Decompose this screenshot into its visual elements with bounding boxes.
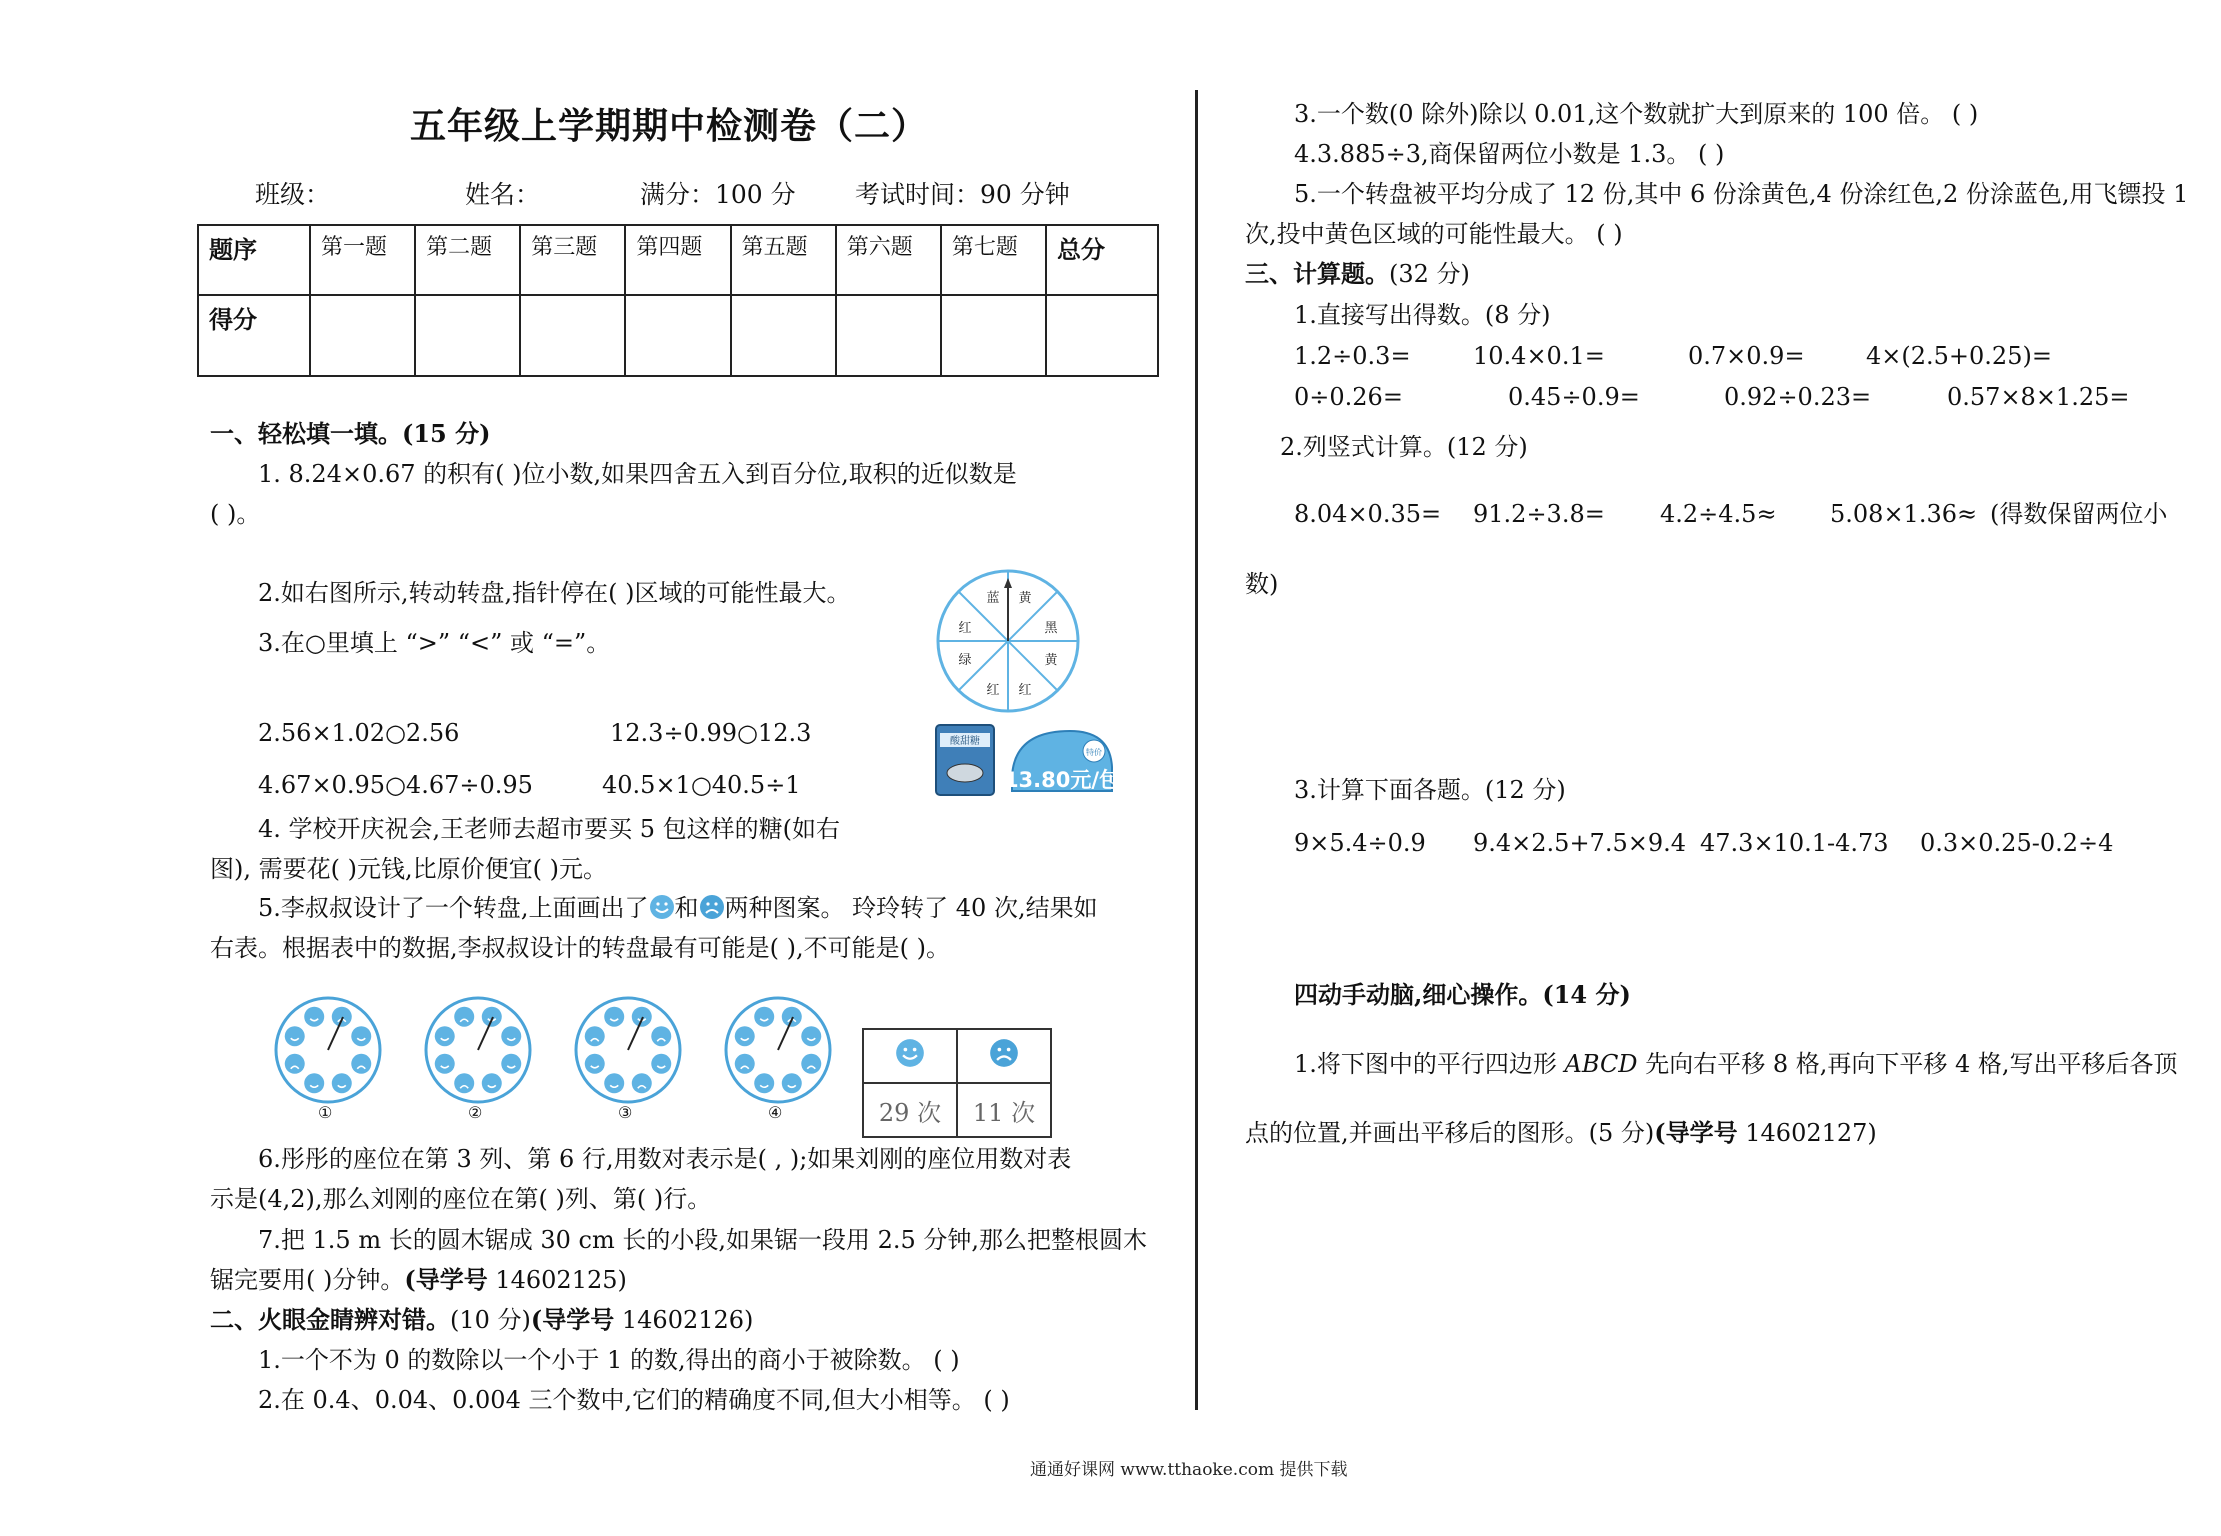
tally-count: 29 次 [863,1083,957,1137]
tally-icon-row [863,1029,1051,1083]
score-table [197,224,1159,377]
tf-item-3: 3.一个数(0 除外)除以 0.01,这个数就扩大到原来的 100 倍。 ( ) [1294,100,1979,128]
q4-line2: 图), 需要花( )元钱,比原价便宜( )元。 [210,855,607,883]
candy-tag: 特价 [1086,748,1102,757]
q1-line2: ( )。 [210,500,261,528]
calc-note-end: 数) [1245,570,1279,598]
section2-heading [210,1303,753,1337]
calc-item: 8.04×0.35= [1294,500,1442,528]
score-cell[interactable] [731,295,836,376]
cmp-4: 40.5×1○40.5÷1 [602,771,801,799]
section3-points: (32 分) [1389,260,1470,288]
score-cell[interactable] [520,295,625,376]
calc-sub2: 2.列竖式计算。(12 分) [1280,433,1528,461]
wheel-label: ④ [768,1103,783,1122]
q7-guide-label: (导学号 [404,1265,488,1294]
candy-package-image [930,715,1120,805]
table-header-cell: 总分 [1046,225,1158,295]
calc-item: 9×5.4÷0.9 [1294,829,1426,857]
footer-credit: 通通好课网 www.tthaoke.com 提供下载 [1030,1460,1348,1480]
q5-text-a: 5.李叔叔设计了一个转盘,上面画出了 [258,894,649,922]
q4-line1: 4. 学校开庆祝会,王老师去超市要买 5 包这样的糖(如右 [258,815,841,843]
candy-price: 13.80元/包 [1003,768,1120,792]
section2-points: (10 分) [450,1306,531,1334]
tally-count: 11 次 [957,1083,1051,1137]
page-title: 五年级上学期期中检测卷（二） [410,105,929,147]
score-cell[interactable] [310,295,415,376]
table-header-cell: 第七题 [941,225,1046,295]
table-header-cell: 第四题 [625,225,730,295]
sad-face-icon [699,894,725,922]
sector-label: 红 [1018,683,1032,698]
calc-note: (得数保留两位小 [1990,500,2168,528]
face-spinner-1 [273,995,383,1105]
section2-guide-number: 14602126) [614,1306,754,1334]
score-table-header-row [198,225,1158,295]
calc-item: 10.4×0.1= [1473,342,1605,370]
calc-item: 47.3×10.1-4.73 [1700,829,1889,857]
sector-label: 黄 [1044,653,1058,668]
calc-item: 0÷0.26= [1294,383,1403,411]
s4-q1-text-b: 先向右平移 8 格,再向下平移 4 格,写出平移后各顶 [1637,1050,2178,1078]
tf-item-1: 1.一个不为 0 的数除以一个小于 1 的数,得出的商小于被除数。 ( ) [258,1346,960,1374]
q6-line2: 示是(4,2),那么刘刚的座位在第( )列、第( )行。 [210,1185,712,1213]
section4-heading: 四动手动脑,细心操作。(14 分) [1294,980,1631,1009]
tf-item-4: 4.3.885÷3,商保留两位小数是 1.3。 ( ) [1294,140,1725,168]
s4-q1-text-c: 点的位置,并画出平移后的图形。(5 分) [1245,1119,1655,1147]
q6-line1: 6.彤彤的座位在第 3 列、第 6 行,用数对表示是( , );如果刘刚的座位用数对表 [258,1145,1072,1173]
s4-guide-number: 14602127) [1737,1119,1877,1147]
sector-label: 蓝 [986,591,1000,606]
sector-label: 红 [958,621,972,636]
sector-label: 红 [986,683,1000,698]
q7-line1: 7.把 1.5 m 长的圆木锯成 30 cm 长的小段,如果锯一段用 2.5 分钟,那么把整根圆木 [258,1226,1148,1254]
column-divider [1195,90,1198,1410]
score-cell[interactable] [1046,295,1158,376]
cmp-1: 2.56×1.02○2.56 [258,719,460,747]
calc-item: 4.2÷4.5≈ [1660,500,1777,528]
s4-q1-line2 [1245,1116,1877,1150]
score-cell[interactable] [625,295,730,376]
wheel-label: ② [468,1103,483,1122]
s4-q1-text: 1.将下图中的平行四边形 [1294,1050,1565,1078]
face-spinner-4 [723,995,833,1105]
smile-face-icon [895,1038,925,1068]
s4-q1-line1 [1294,1047,2178,1081]
tally-table [862,1028,1052,1138]
wheel-label: ③ [618,1103,633,1122]
q7-guide-number: 14602125) [487,1266,627,1294]
calc-item: 0.45÷0.9= [1508,383,1640,411]
table-header-cell: 题序 [198,225,310,295]
calc-item: 0.3×0.25-0.2÷4 [1920,829,2114,857]
exam-time: 考试时间：90 分钟 [855,180,1070,209]
face-spinner-3 [573,995,683,1105]
q2: 2.如右图所示,转动转盘,指针停在( )区域的可能性最大。 [258,579,851,607]
row-label: 得分 [198,295,310,376]
section3-title: 三、计算题。 [1245,259,1389,288]
q5-text-mid: 和 [674,894,699,922]
score-cell[interactable] [941,295,1046,376]
section3-heading [1245,257,1470,291]
calc-item: 5.08×1.36≈ [1830,500,1978,528]
section2-guide-label: (导学号 [530,1305,615,1334]
candy-brand: 酸甜糖 [950,736,980,747]
section2-title: 二、火眼金睛辨对错。 [210,1305,450,1334]
s4-guide-label: (导学号 [1654,1118,1738,1147]
q3: 3.在○里填上 “>” “<” 或 “=”。 [258,629,611,657]
tally-smile-cell [863,1029,957,1083]
cmp-2: 12.3÷0.99○12.3 [610,719,812,747]
sector-label: 黑 [1044,621,1058,636]
tf-item-2: 2.在 0.4、0.04、0.004 三个数中,它们的精确度不同,但大小相等。 ( ) [258,1386,1010,1414]
sad-face-icon [989,1038,1019,1068]
table-header-cell: 第一题 [310,225,415,295]
shape-name: ABCD [1564,1050,1638,1078]
score-cell[interactable] [415,295,520,376]
calc-item: 0.92÷0.23= [1724,383,1872,411]
q5-line1 [258,891,1098,925]
calc-sub3: 3.计算下面各题。(12 分) [1294,776,1566,804]
spinner-wheel [933,566,1083,716]
calc-item: 0.57×8×1.25= [1947,383,2130,411]
score-table-row [198,295,1158,376]
q7-text: 锯完要用( )分钟。 [210,1266,405,1294]
section1-heading: 一、轻松填一填。(15 分) [210,419,491,448]
smile-face-icon [649,894,675,922]
calc-item: 4×(2.5+0.25)= [1866,342,2052,370]
q5-line2: 右表。根据表中的数据,李叔叔设计的转盘最有可能是( ),不可能是( )。 [210,934,950,962]
class-label: 班级： [255,180,331,209]
face-spinner-2 [423,995,533,1105]
score-cell[interactable] [836,295,941,376]
sector-label: 黄 [1018,591,1032,606]
table-header-cell: 第六题 [836,225,941,295]
full-score: 满分：100 分 [640,180,796,209]
tally-count-row [863,1083,1051,1137]
calc-sub1: 1.直接写出得数。(8 分) [1294,301,1551,329]
wheel-label: ① [318,1103,333,1122]
sector-label: 绿 [958,653,972,668]
calc-item: 9.4×2.5+7.5×9.4 [1473,829,1686,857]
table-header-cell: 第二题 [415,225,520,295]
name-label: 姓名： [465,180,541,209]
calc-item: 0.7×0.9= [1688,342,1805,370]
table-header-cell: 第三题 [520,225,625,295]
tally-sad-cell [957,1029,1051,1083]
calc-item: 1.2÷0.3= [1294,342,1411,370]
tf-item-5-line2: 次,投中黄色区域的可能性最大。 ( ) [1245,220,1623,248]
q1-line1: 1. 8.24×0.67 的积有( )位小数,如果四舍五入到百分位,取积的近似数是 [258,460,1017,488]
tf-item-5-line1: 5.一个转盘被平均分成了 12 份,其中 6 份涂黄色,4 份涂红色,2 份涂蓝色,用飞镖投 1 [1294,180,2189,208]
calc-item: 91.2÷3.8= [1473,500,1605,528]
cmp-3: 4.67×0.95○4.67÷0.95 [258,771,533,799]
table-header-cell: 第五题 [731,225,836,295]
q7-line2 [210,1263,627,1297]
q5-text-b: 两种图案。 玲玲转了 40 次,结果如 [724,894,1098,922]
